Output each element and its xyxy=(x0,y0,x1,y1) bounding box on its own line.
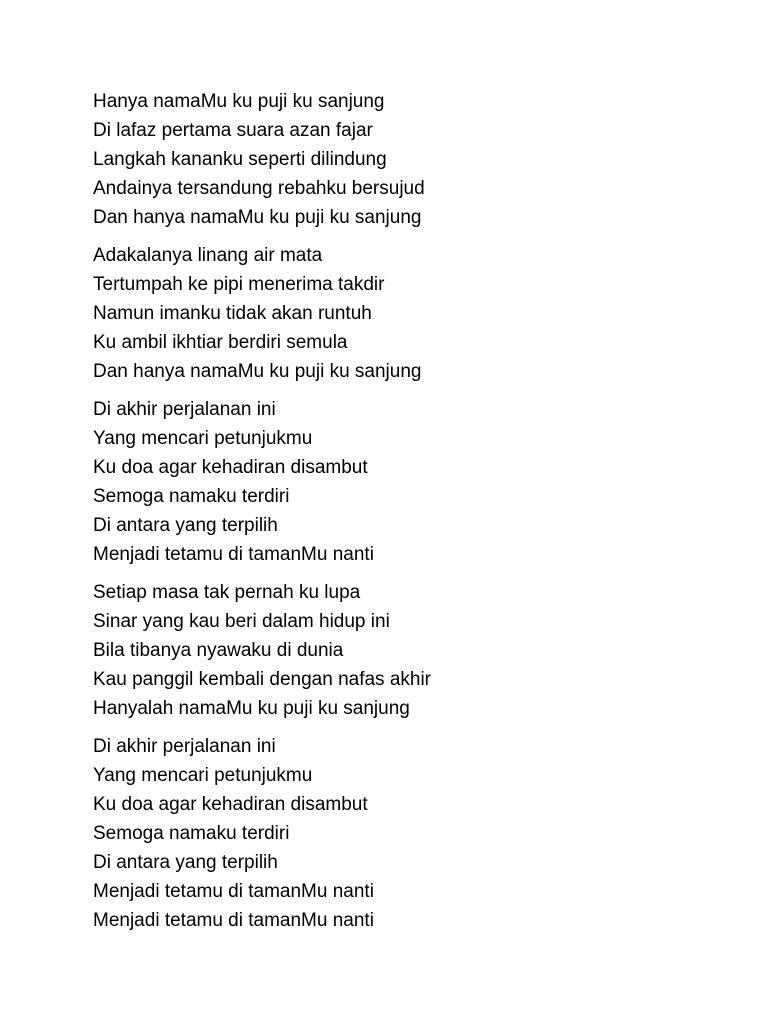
lyric-line: Di antara yang terpilih xyxy=(93,515,278,536)
lyric-line: Namun imanku tidak akan runtuh xyxy=(93,303,372,324)
lyric-line: Hanyalah namaMu ku puji ku sanjung xyxy=(93,698,410,719)
lyric-line: Semoga namaku terdiri xyxy=(93,486,290,507)
lyric-line: Ku doa agar kehadiran disambut xyxy=(93,457,368,478)
lyric-line: Kau panggil kembali dengan nafas akhir xyxy=(93,669,432,690)
lyric-line: Sinar yang kau beri dalam hidup ini xyxy=(93,611,390,632)
stanza-4 xyxy=(93,578,733,723)
lyric-line: Ku ambil ikhtiar berdiri semula xyxy=(93,332,348,353)
stanza-2 xyxy=(93,241,733,386)
stanza-3 xyxy=(93,395,733,569)
lyric-line: Bila tibanya nyawaku di dunia xyxy=(93,640,344,661)
stanza-5 xyxy=(93,732,733,935)
lyric-line: Yang mencari petunjukmu xyxy=(93,428,313,449)
lyric-line: Setiap masa tak pernah ku lupa xyxy=(93,582,361,603)
lyric-line: Hanya namaMu ku puji ku sanjung xyxy=(93,91,385,112)
stanza-1 xyxy=(93,87,733,232)
lyric-line: Andainya tersandung rebahku bersujud xyxy=(93,178,425,199)
lyric-line: Dan hanya namaMu ku puji ku sanjung xyxy=(93,207,422,228)
lyric-line: Di akhir perjalanan ini xyxy=(93,736,276,757)
lyric-line: Di akhir perjalanan ini xyxy=(93,399,276,420)
lyric-line: Di lafaz pertama suara azan fajar xyxy=(93,120,373,141)
lyric-line: Langkah kananku seperti dilindung xyxy=(93,149,387,170)
lyric-line: Tertumpah ke pipi menerima takdir xyxy=(93,274,385,295)
lyric-line: Menjadi tetamu di tamanMu nanti xyxy=(93,910,374,931)
lyric-line: Adakalanya linang air mata xyxy=(93,245,323,266)
lyric-line: Menjadi tetamu di tamanMu nanti xyxy=(93,544,374,565)
lyric-line: Semoga namaku terdiri xyxy=(93,823,290,844)
lyric-line: Yang mencari petunjukmu xyxy=(93,765,313,786)
lyric-line: Ku doa agar kehadiran disambut xyxy=(93,794,368,815)
lyric-line: Menjadi tetamu di tamanMu nanti xyxy=(93,881,374,902)
lyrics-document xyxy=(93,87,733,944)
lyric-line: Di antara yang terpilih xyxy=(93,852,278,873)
lyric-line: Dan hanya namaMu ku puji ku sanjung xyxy=(93,361,422,382)
